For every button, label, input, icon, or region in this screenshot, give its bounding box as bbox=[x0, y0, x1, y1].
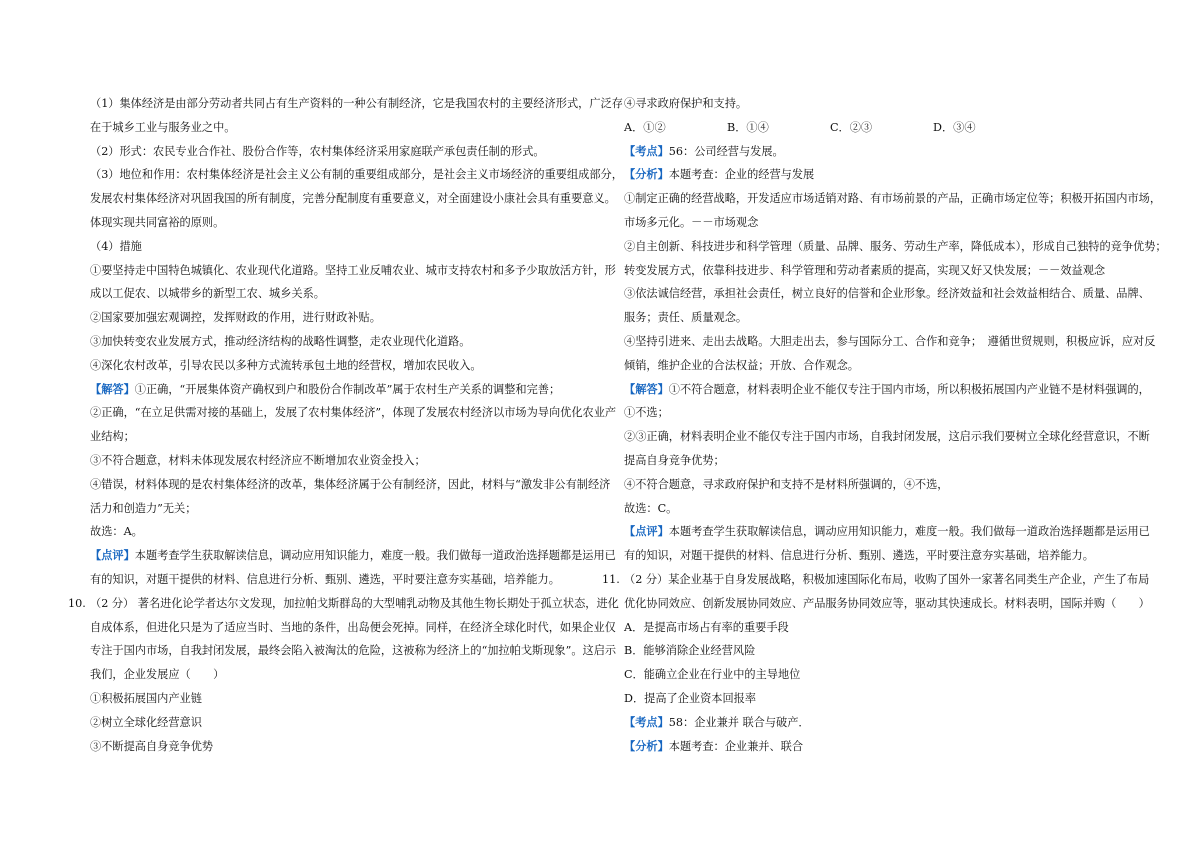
option-a: A．①② bbox=[624, 120, 666, 134]
answer-line bbox=[624, 378, 1150, 402]
kaodian-tag: 【考点】 bbox=[624, 143, 669, 158]
text-line: 体现实现共同富裕的原则。 bbox=[90, 215, 225, 229]
text-line: ①制定正确的经营战略，开发适应市场适销对路、有市场前景的产品，正确市场定位等；积极开拓国内市场， bbox=[624, 192, 1162, 206]
text-line: ②自主创新、科技进步和科学管理（质量、品牌、服务、劳动生产率，降低成本），形成自己独特的竞争优势； bbox=[624, 239, 1167, 253]
answer-options bbox=[624, 116, 1130, 140]
text-line: 服务；责任、质量观念。 bbox=[624, 311, 748, 325]
option-line: A．是提高市场占有率的重要手段 bbox=[624, 620, 789, 634]
kaodian-text: 56：公司经营与发展。 bbox=[668, 144, 784, 158]
answer-text: ①不符合题意，材料表明企业不能仅专注于国内市场，所以积极拓展国内产业链不是材料强调的， bbox=[668, 382, 1150, 396]
text-line: 自成体系，但进化只是为了适应当时、当地的条件，出岛便会死掉。同样，在经济全球化时代，如果企业仅 bbox=[90, 620, 616, 634]
text-line: ③加快转变农业发展方式，推动经济结构的战略性调整，走农业现代化道路。 bbox=[90, 334, 471, 348]
text-line: ②国家要加强宏观调控，发挥财政的作用，进行财政补贴。 bbox=[90, 311, 381, 325]
text-line: ②正确，“在立足供需对接的基础上，发展了农村集体经济”，体现了发展农村经济以市场为导向优化农业产 bbox=[90, 406, 617, 420]
comment-tag: 【点评】 bbox=[624, 524, 669, 539]
text-line: 我们，企业发展应（ ） bbox=[90, 668, 225, 682]
right-column bbox=[602, 92, 1167, 758]
text-line: 成以工促农、以城带乡的新型工农、城乡关系。 bbox=[90, 287, 325, 301]
kaodian-text: 58：企业兼并 联合与破产． bbox=[668, 715, 810, 729]
text-line: ④坚持引进来、走出去战略。大胆走出去，参与国际分工、合作和竞争； 遵循世贸规则，积极应诉，应对反 bbox=[624, 334, 1156, 348]
text-line: （3）地位和作用：农村集体经济是社会主义公有制的重要组成部分，是社会主义市场经济的重要组成部分， bbox=[90, 168, 623, 182]
text-line: ④不符合题意，寻求政府保护和支持不是材料所强调的，④不选， bbox=[624, 477, 949, 491]
text-line: 优化协同效应、创新发展协同效应、产品服务协同效应等，驱动其快速成长。材料表明，国际并购（ ） bbox=[624, 596, 1150, 610]
question-number: 11. bbox=[602, 572, 620, 586]
question-text: （2 分）某企业基于自身发展战略，积极加速国际化布局，收购了国外一家著名同类生产企业，产生了布局 bbox=[624, 572, 1150, 586]
text-line: ②③正确，材料表明企业不能仅专注于国内市场，自我封闭发展，这启示我们要树立全球化经营意识，不断 bbox=[624, 430, 1150, 444]
kaodian-tag: 【考点】 bbox=[624, 714, 669, 729]
question-10-stem bbox=[68, 592, 619, 616]
text-line: ①不选； bbox=[624, 406, 669, 420]
option-line: ①积极拓展国内产业链 bbox=[90, 691, 202, 705]
comment-text: 本题考查学生获取解读信息，调动应用知识能力，难度一般。我们做每一道政治选择题都是运用已 bbox=[668, 525, 1150, 539]
question-number: 10. bbox=[68, 596, 86, 610]
answer-text: ①正确，“开展集体资产确权到户和股份合作制改革”属于农村生产关系的调整和完善； bbox=[134, 382, 561, 396]
fenxi-line bbox=[624, 735, 1130, 759]
option-line: ③不断提高自身竞争优势 bbox=[90, 739, 214, 753]
text-line: 活力和创造力”无关； bbox=[90, 501, 197, 515]
option-line: ②树立全球化经营意识 bbox=[90, 715, 202, 729]
text-line: 故选：C。 bbox=[624, 501, 678, 515]
fenxi-text: 本题考查：企业的经营与发展 bbox=[668, 168, 815, 182]
fenxi-tag: 【分析】 bbox=[624, 167, 669, 182]
text-line: 业结构； bbox=[90, 430, 135, 444]
text-line: 转变发展方式，依靠科技进步、科学管理和劳动者素质的提高，实现又好又快发展；－－效益观念 bbox=[624, 263, 1106, 277]
text-line: 提高自身竞争优势； bbox=[624, 453, 725, 467]
text-line: （4）措施 bbox=[90, 239, 142, 253]
fenxi-text: 本题考查：企业兼并、联合 bbox=[668, 739, 804, 753]
fenxi-tag: 【分析】 bbox=[624, 738, 669, 753]
text-line: 倾销，维护企业的合法权益；开放、合作观念。 bbox=[624, 358, 859, 372]
text-line: 有的知识，对题干提供的材料、信息进行分析、甄别、遴选，平时要注意夯实基础，培养能力。 bbox=[624, 549, 1094, 563]
comment-tag: 【点评】 bbox=[90, 548, 135, 563]
option-line: C．能确立企业在行业中的主导地位 bbox=[624, 668, 801, 682]
kaodian-line bbox=[624, 711, 1130, 735]
text-line: 故选：A。 bbox=[90, 525, 143, 539]
question-text: （2 分） 著名进化论学者达尔文发现，加拉帕戈斯群岛的大型哺乳动物及其他生物长期处于孤立状态，进化 bbox=[90, 596, 619, 610]
text-line: 有的知识，对题干提供的材料、信息进行分析、甄别、遴选，平时要注意夯实基础，培养能力。 bbox=[90, 572, 560, 586]
option-line: D．提高了企业资本回报率 bbox=[624, 691, 757, 705]
option-line: ④寻求政府保护和支持。 bbox=[624, 97, 748, 110]
comment-line bbox=[90, 544, 616, 568]
answer-line bbox=[90, 378, 592, 402]
text-line: 发展农村集体经济对巩固我国的所有制度，完善分配制度有重要意义，对全面建设小康社会具有重要意义。 bbox=[90, 192, 616, 206]
option-line: B．能够消除企业经营风险 bbox=[624, 644, 756, 658]
question-11-stem bbox=[602, 568, 1150, 592]
option-b: B．①④ bbox=[727, 120, 769, 134]
answer-tag: 【解答】 bbox=[624, 381, 669, 396]
option-d: D．③④ bbox=[933, 120, 976, 134]
option-c: C．②③ bbox=[830, 120, 873, 134]
text-line: （2）形式：农民专业合作社、股份合作等，农村集体经济采用家庭联产承包责任制的形式。 bbox=[90, 144, 545, 158]
text-line: ①要坚持走中国特色城镇化、农业现代化道路。坚持工业反哺农业、城市支持农村和多予少取放活方针，形 bbox=[90, 263, 616, 277]
fenxi-line bbox=[624, 163, 1130, 187]
text-line: ③依法诚信经营，承担社会责任，树立良好的信誉和企业形象。经济效益和社会效益相结合、质量、品牌、 bbox=[624, 287, 1150, 301]
text-line: ④错误，材料体现的是农村集体经济的改革，集体经济属于公有制经济，因此，材料与“激发非公有制经济 bbox=[90, 477, 611, 491]
text-line: 专注于国内市场，自我封闭发展，最终会陷入被淘汰的危险，这被称为经济上的“加拉帕戈斯现象”。这启示 bbox=[90, 644, 617, 658]
text-line: （1）集体经济是由部分劳动者共同占有生产资料的一种公有制经济，它是我国农村的主要经济形式，广泛存 bbox=[90, 97, 623, 110]
text-line: 市场多元化。－－市场观念 bbox=[624, 215, 759, 229]
text-line: ③不符合题意，材料未体现发展农村经济应不断增加农业资金投入； bbox=[90, 453, 426, 467]
comment-line bbox=[624, 520, 1150, 544]
text-line: 在于城乡工业与服务业之中。 bbox=[90, 120, 236, 134]
kaodian-line bbox=[624, 140, 1130, 164]
answer-tag: 【解答】 bbox=[90, 381, 135, 396]
comment-text: 本题考查学生获取解读信息，调动应用知识能力，难度一般。我们做每一道政治选择题都是运用已 bbox=[134, 549, 616, 563]
text-line: ④深化农村改革，引导农民以多种方式流转承包土地的经营权，增加农民收入。 bbox=[90, 358, 482, 372]
